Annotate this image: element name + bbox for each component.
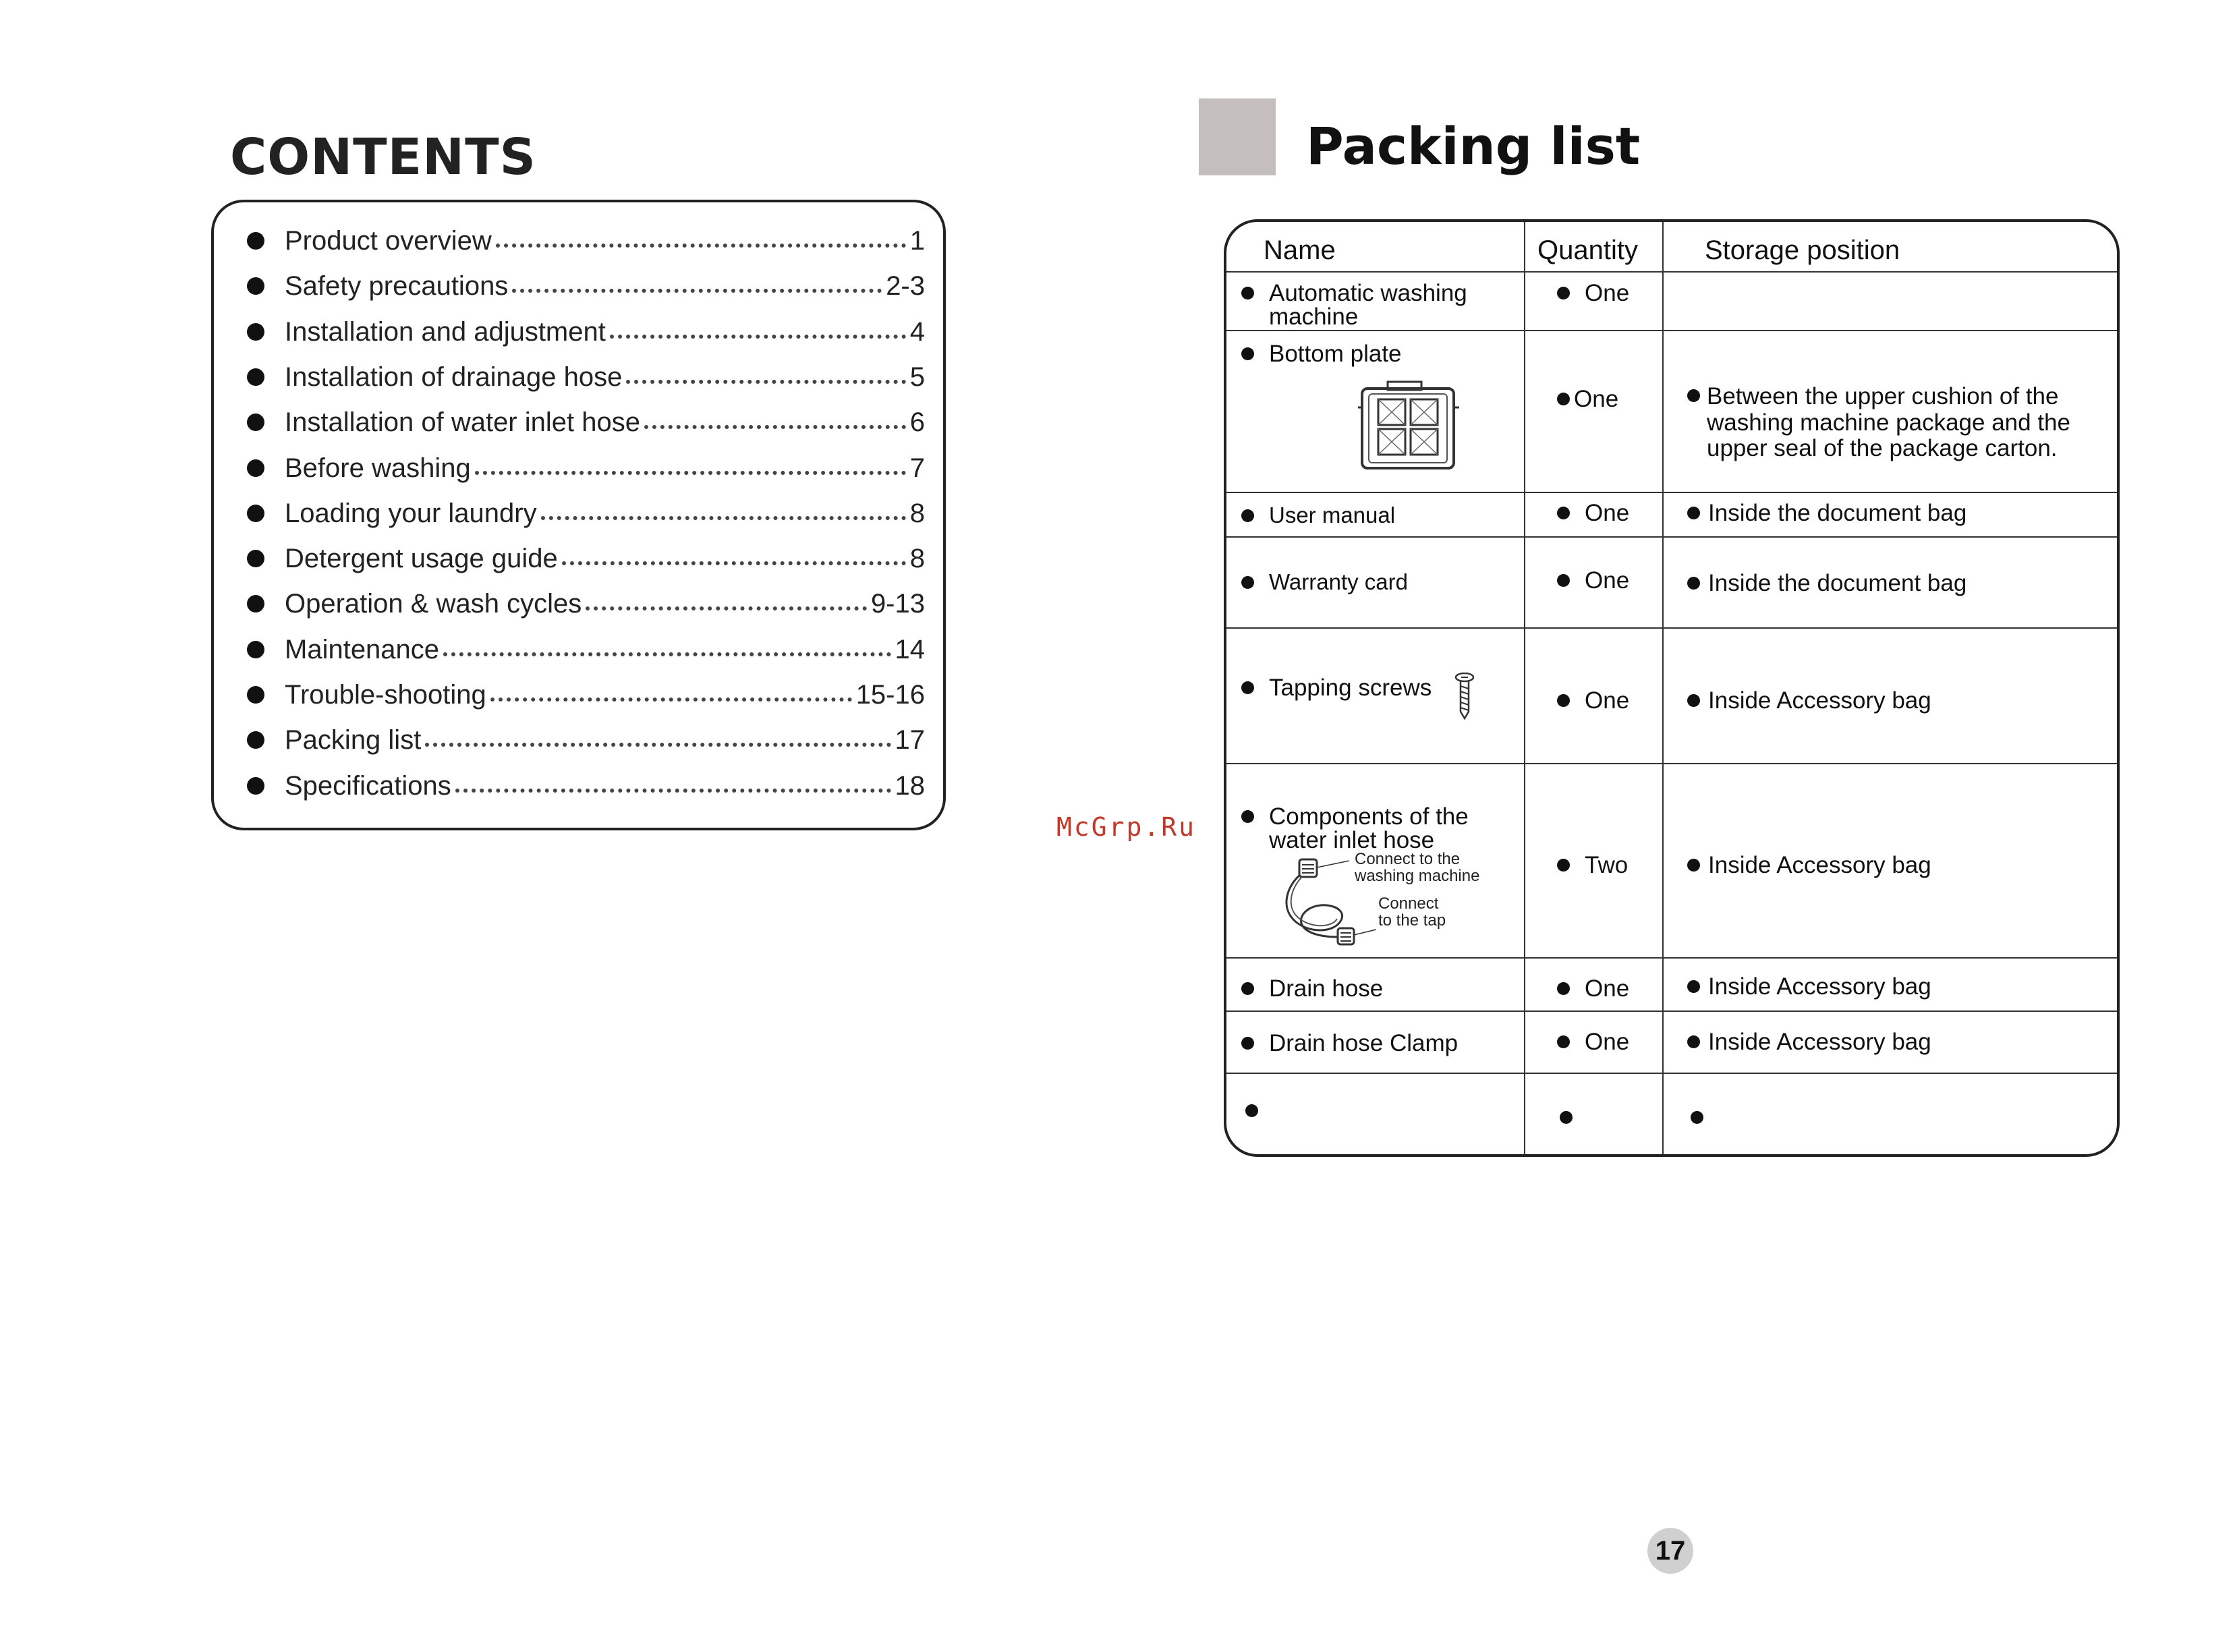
list-item [1241,281,1511,329]
toc-entry-label: Installation and adjustment [285,316,606,347]
hose-label-line: Connect to the [1355,850,1461,868]
bullet-icon [1241,509,1254,522]
item-storage: Inside Accessory bag [1708,973,1931,1000]
item-storage-cell [1687,501,1967,525]
toc-entry-label: Installation of drainage hose [285,362,623,392]
item-storage-cell [1687,975,1931,998]
toc-entry-label: Packing list [285,724,422,755]
item-quantity: One [1585,1029,1630,1055]
toc-entry-page: 7 [909,453,925,483]
toc-entry-page: 8 [909,498,925,528]
item-quantity: One [1585,280,1630,306]
item-quantity: One [1585,567,1630,594]
item-storage-cell [1687,853,1931,877]
hose-label-line: washing machine [1355,867,1480,886]
bullet-icon [247,686,264,704]
bullet-icon [1557,1035,1570,1048]
bullet-icon [247,641,264,658]
bullet-icon [1557,574,1570,587]
bullet-icon [247,459,264,477]
leader-dots [496,244,906,248]
bullet-icon [1557,507,1570,519]
item-quantity-cell [1557,569,1629,592]
leader-dots [541,516,906,520]
item-quantity: One [1585,500,1630,526]
bullet-icon [1560,1111,1573,1124]
bullet-icon [1241,576,1254,589]
item-name: User manual [1269,503,1396,528]
row-divider [1226,957,2117,959]
toc-entry-page: 4 [909,316,925,347]
item-quantity: One [1585,687,1630,714]
packing-list-title: Packing list [1306,116,1641,176]
bullet-icon [247,731,264,749]
hose-label-line: Connect [1378,894,1439,913]
bullet-icon [247,595,264,613]
item-name: Tapping screws [1269,675,1432,701]
bullet-icon [1241,810,1254,823]
bullet-icon [247,505,264,522]
item-storage-cell [1691,1106,1718,1124]
item-quantity: Two [1585,852,1629,878]
list-item [1241,504,1395,526]
toc-entry-page: 8 [909,543,925,573]
bullet-icon [247,323,264,341]
bullet-icon [1245,1104,1258,1117]
toc-entry-label: Specifications [285,770,451,801]
item-name: Components of the water inlet hose [1269,803,1469,853]
toc-entry [247,448,925,488]
item-name: Drain hose Clamp [1269,1030,1459,1056]
bottom-plate-icon [1358,380,1459,472]
toc-entry-page: 18 [895,770,925,801]
bullet-icon [1687,694,1700,707]
toc-entry [247,402,925,443]
leader-dots [455,789,891,793]
toc-entry-label: Before washing [285,453,471,483]
item-quantity-cell [1557,1030,1629,1054]
toc-entry-page: 2-3 [886,270,925,301]
hose-label-machine [1355,851,1479,884]
bullet-icon [1557,982,1570,995]
toc-entry-page: 15-16 [855,679,925,710]
toc-entry [247,357,925,397]
bullet-icon [247,368,264,386]
toc-entry [247,538,925,579]
header-storage: Storage position [1705,235,1900,265]
row-divider [1226,492,2117,493]
leader-dots [443,652,890,656]
bullet-icon [247,414,264,431]
toc-entry [247,583,925,624]
toc-entry-label: Loading your laundry [285,498,537,528]
packing-list-table [1224,219,2120,1157]
bullet-icon [1557,393,1570,405]
item-storage-cell [1687,689,1931,712]
leader-dots [562,561,906,565]
item-quantity-cell [1557,387,1618,411]
item-name: Warranty card [1269,569,1408,594]
leader-dots [512,289,882,293]
list-item [1245,1099,1273,1117]
item-storage: Between the upper cushion of the washing machine package and the upper seal of the package carton. [1707,383,2070,461]
list-item [1241,342,1402,366]
leader-dots [490,697,852,702]
toc-entry-page: 14 [895,634,925,664]
item-storage: Inside Accessory bag [1708,687,1931,714]
toc-entry [247,629,925,670]
leader-dots [644,425,906,429]
item-quantity: One [1574,386,1619,412]
section-marker [1199,98,1276,175]
item-quantity-cell [1560,1106,1587,1124]
row-divider [1226,627,2117,629]
toc-entry-label: Operation & wash cycles [285,588,582,619]
page-number: 17 [1647,1528,1693,1574]
watermark: McGrp.Ru [1056,812,1197,842]
bullet-icon [1687,577,1700,590]
hose-label-line: to the tap [1378,911,1446,930]
bullet-icon [1557,859,1570,872]
list-item [1241,676,1432,700]
bullet-icon [1687,389,1700,402]
bullet-icon [1557,694,1570,707]
item-quantity: One [1585,975,1630,1002]
item-storage: Inside Accessory bag [1708,852,1931,878]
bullet-icon [1687,1035,1700,1048]
row-divider [1226,271,2117,273]
row-divider [1226,1010,2117,1012]
item-storage-cell [1687,1030,1931,1054]
item-quantity-cell [1557,281,1629,305]
toc-entry-page: 17 [895,724,925,755]
bullet-icon [1241,982,1254,995]
item-quantity-cell [1557,853,1628,877]
leader-dots [586,606,867,610]
toc-entry [247,766,925,806]
bullet-icon [1687,980,1700,993]
toc-entry [247,221,925,261]
screw-icon [1454,673,1475,720]
bullet-icon [1241,287,1254,300]
list-item [1241,977,1383,1000]
item-quantity-cell [1557,689,1629,712]
bullet-icon [247,777,264,795]
toc-entry-page: 5 [909,362,925,392]
toc-entry [247,312,925,352]
item-name: Bottom plate [1269,341,1402,367]
item-quantity-cell [1557,501,1629,525]
item-storage: Inside Accessory bag [1708,1029,1931,1055]
item-storage-cell [1687,384,2099,462]
hose-label-tap [1378,895,1446,929]
bullet-icon [247,232,264,250]
toc-entry [247,720,925,760]
item-name: Drain hose [1269,975,1384,1002]
toc-entry-label: Safety precautions [285,270,509,301]
column-divider [1662,222,1664,1154]
column-divider [1524,222,1525,1154]
bullet-icon [1241,681,1254,694]
bullet-icon [1687,859,1700,872]
header-quantity: Quantity [1537,235,1638,265]
contents-title: CONTENTS [230,128,536,186]
row-divider [1226,1073,2117,1074]
toc-entry [247,493,925,534]
bullet-icon [1691,1111,1703,1124]
item-quantity-cell [1557,977,1629,1000]
list-item [1241,571,1408,593]
toc-entry-label: Product overview [285,225,492,256]
leader-dots [626,380,905,384]
bullet-icon [1557,287,1570,300]
item-name: Automatic washing machine [1269,280,1467,330]
bullet-icon [247,277,264,295]
row-divider [1226,536,2117,538]
toc-entry-label: Maintenance [285,634,440,664]
toc-entry-label: Trouble-shooting [285,679,486,710]
item-storage: Inside the document bag [1708,570,1967,596]
leader-dots [425,743,890,747]
item-storage-cell [1687,571,1967,595]
toc-entry-page: 1 [909,225,925,256]
bullet-icon [1687,507,1700,519]
toc-entry [247,266,925,306]
bullet-icon [1241,1037,1254,1050]
item-storage: Inside the document bag [1708,500,1967,526]
header-name: Name [1264,235,1336,265]
bullet-icon [247,550,264,567]
toc-entry-page: 6 [909,407,925,437]
leader-dots [475,471,906,475]
toc-entry [247,675,925,715]
list-item [1241,805,1511,852]
toc-entry-label: Detergent usage guide [285,543,558,573]
leader-dots [610,335,906,339]
row-divider [1226,763,2117,764]
toc-entry-label: Installation of water inlet hose [285,407,640,437]
row-divider [1226,330,2117,331]
bullet-icon [1241,347,1254,360]
toc-entry-page: 9-13 [870,588,925,619]
list-item [1241,1031,1458,1055]
